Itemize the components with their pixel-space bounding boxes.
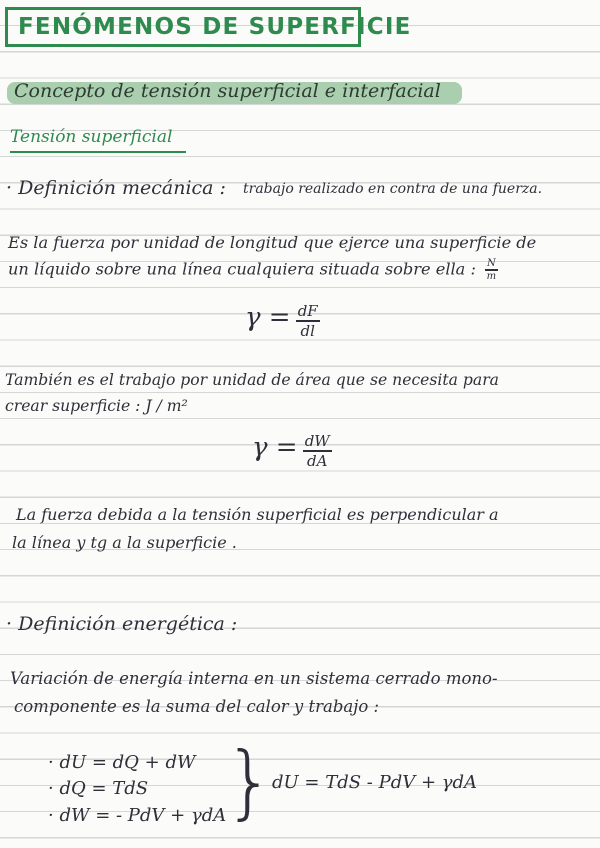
formula1-fraction xyxy=(296,302,320,340)
mechanical-definition-text: trabajo realizado en contra de una fuerza. xyxy=(243,181,543,197)
paragraph1-line1: Es la fuerza por unidad de longitud que ejerce una superficie de xyxy=(8,233,537,252)
equation-dq: · dQ = TdS xyxy=(48,778,149,799)
unit-numerator: N xyxy=(487,258,496,269)
paragraph3-line2: la línea y tg a la superficie . xyxy=(12,533,237,552)
equation-du: · dU = dQ + dW xyxy=(48,752,196,773)
formula2-numerator: dW xyxy=(304,432,330,450)
section-heading: Tensión superficial xyxy=(10,127,173,147)
formula1 xyxy=(245,302,320,340)
paragraph4-line2: componente es la suma del calor y trabajo : xyxy=(14,697,380,716)
paragraph4-line1: Variación de energía interna en un sistema cerrado mono- xyxy=(10,669,498,688)
paragraph3-line1: La fuerza debida a la tensión superficial es perpendicular a xyxy=(16,505,499,524)
unit-fraction xyxy=(485,258,498,282)
paragraph1-line2-row xyxy=(8,258,498,282)
subtitle: Concepto de tensión superficial e interfacial xyxy=(14,80,441,102)
mechanical-definition-label: · Definición mecánica : xyxy=(6,177,226,199)
formula2 xyxy=(252,432,332,470)
unit-denominator: m xyxy=(486,270,497,282)
paragraph2-line2: crear superficie : J / m² xyxy=(5,397,188,415)
section-heading-underline xyxy=(10,151,186,153)
formula1-lhs: γ = xyxy=(245,302,291,333)
paragraph1-line2: un líquido sobre una línea cualquiera situada sobre ella : xyxy=(8,259,476,279)
page-title: FENÓMENOS DE SUPERFICIE xyxy=(18,14,412,40)
formula2-fraction xyxy=(303,432,332,470)
formula2-denominator: dA xyxy=(306,451,328,470)
result-equation: dU = TdS - PdV + γdA xyxy=(272,772,478,793)
formula1-numerator: dF xyxy=(297,302,318,320)
paragraph2-line1: También es el trabajo por unidad de área que se necesita para xyxy=(5,371,499,389)
formula1-denominator: dl xyxy=(300,321,315,340)
equation-dw: · dW = - PdV + γdA xyxy=(48,805,227,826)
energetic-definition-label: · Definición energética : xyxy=(6,613,238,635)
formula2-lhs: γ = xyxy=(252,432,298,463)
curly-brace: } xyxy=(224,735,275,828)
